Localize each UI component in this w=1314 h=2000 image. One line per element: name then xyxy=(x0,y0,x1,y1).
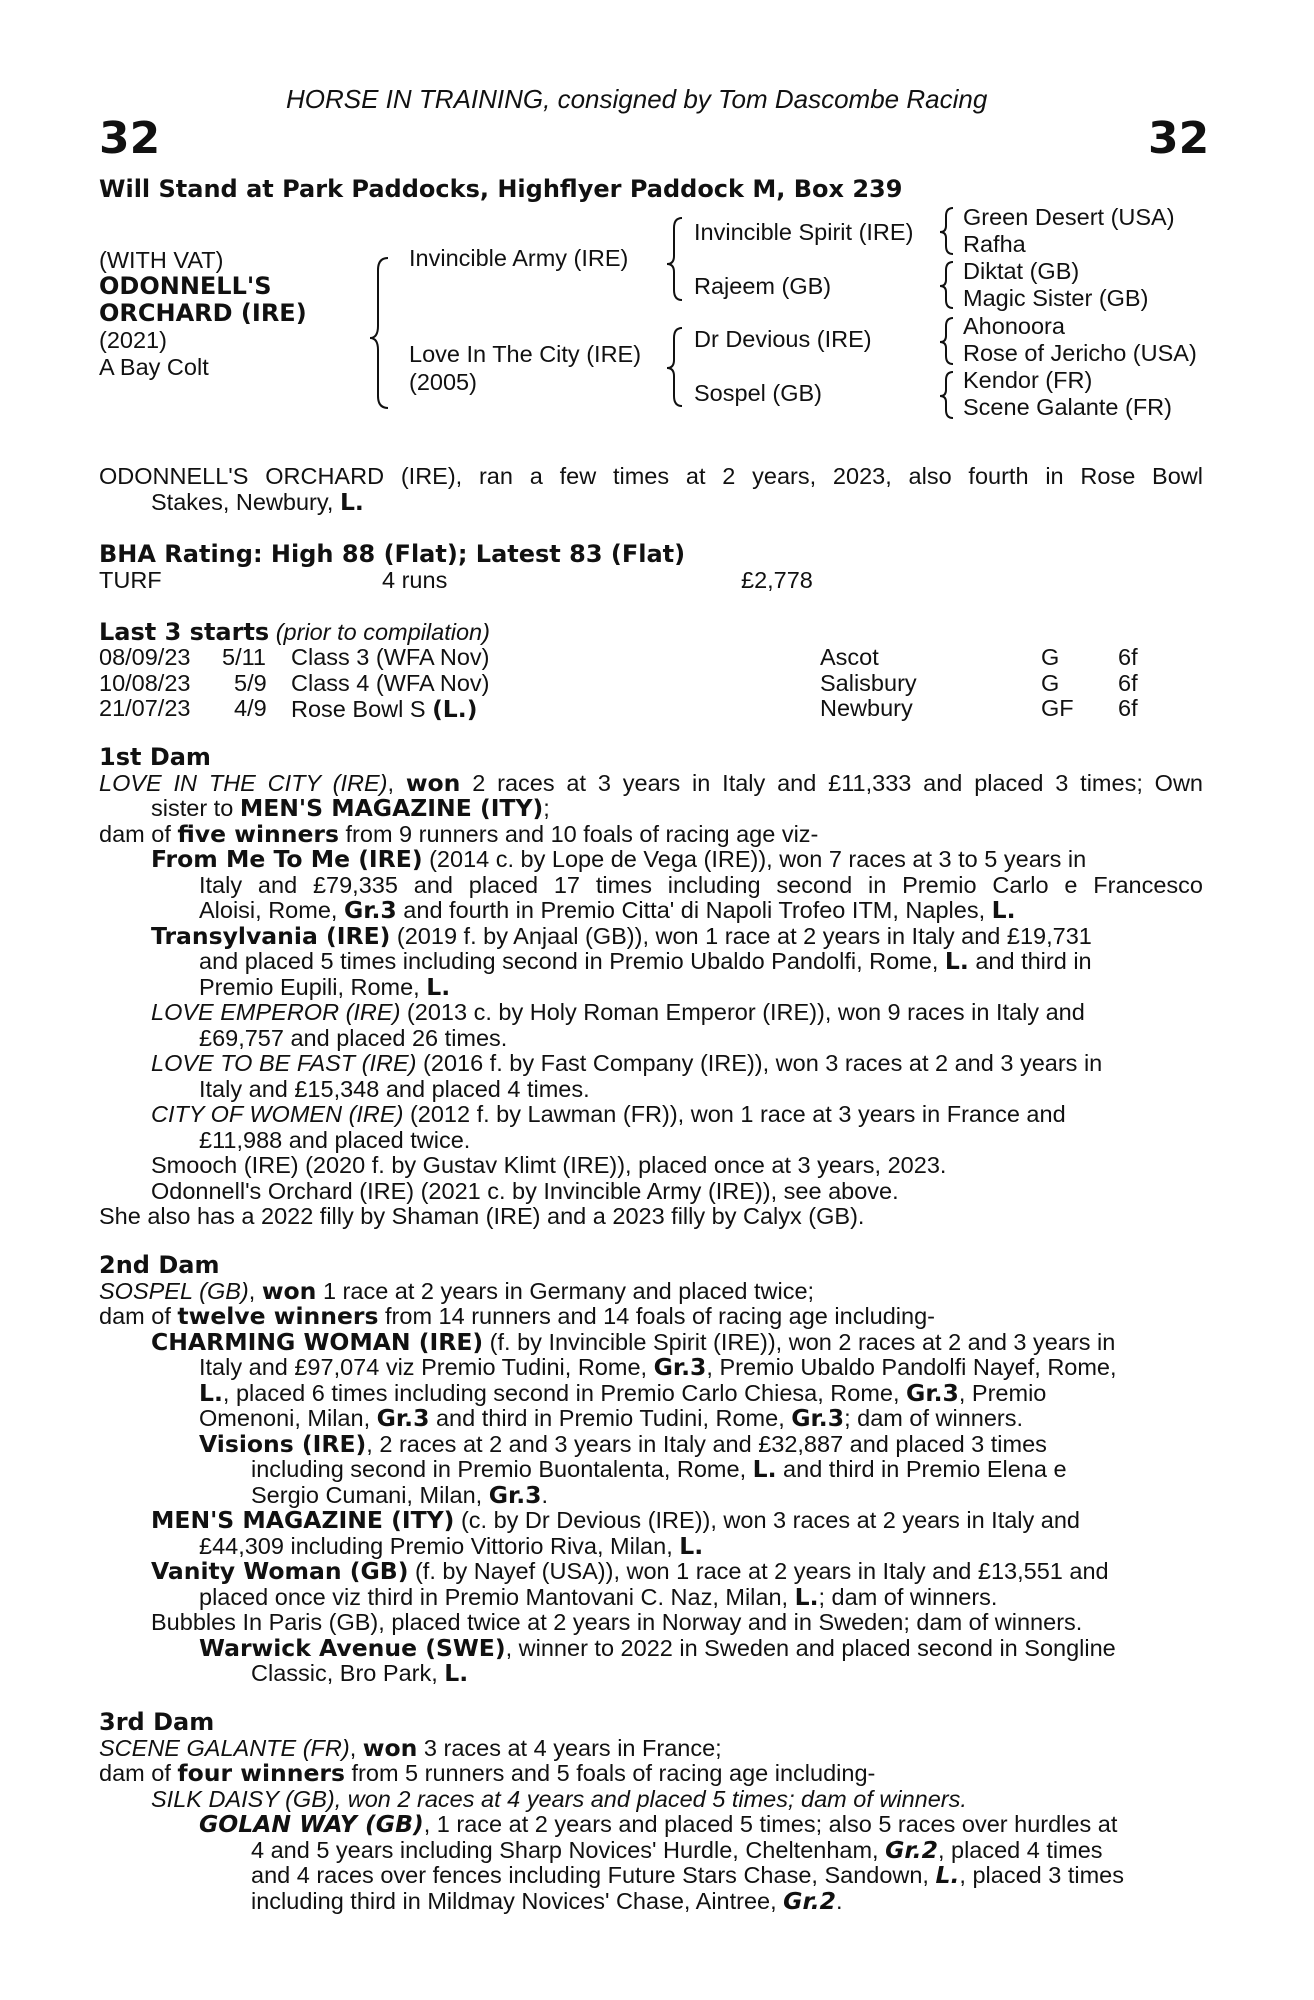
pedigree-sds: Diktat (GB) xyxy=(963,258,1080,284)
grade-tag: Gr.3 xyxy=(906,1378,959,1407)
produce-line: SILK DAISY (GB), won 2 races at 4 years and placed 5 times; dam of winners. xyxy=(151,1785,967,1812)
start-position: 5/9 xyxy=(234,670,267,696)
pedigree-sss: Green Desert (USA) xyxy=(963,204,1175,230)
bha-rating: BHA Rating: High 88 (Flat); Latest 83 (Flat) xyxy=(99,540,686,568)
last-starts-note: (prior to compilation) xyxy=(275,619,490,645)
horse-name: Visions (IRE) xyxy=(199,1429,367,1458)
text: and 4 races over fences including Future Stars Chase, Sandown, xyxy=(251,1862,936,1888)
first-dam-section xyxy=(99,745,1203,1230)
listed-tag: L. xyxy=(444,1659,469,1687)
text: from 14 runners and 14 foals of racing age including- xyxy=(378,1303,935,1329)
text: Classic, Bro Park, xyxy=(251,1660,445,1686)
text: (2016 f. by Fast Company (IRE)), won 3 races at 2 and 3 years in xyxy=(416,1050,1103,1076)
horse-name: From Me To Me (IRE) xyxy=(151,845,423,873)
text: , 2 races at 2 and 3 years in Italy and £32,887 and placed 3 times xyxy=(366,1430,1047,1457)
horse-name-line2: ORCHARD (IRE) xyxy=(99,299,307,327)
dam-line xyxy=(99,1761,1203,1787)
text: . xyxy=(541,1481,549,1508)
text: 2 races at 3 years in Italy and £11,333 and placed 3 times; Own xyxy=(460,769,1203,796)
text: and placed 5 times including second in Premio Ubaldo Pandolfi, Rome, xyxy=(199,948,945,974)
produce-line xyxy=(99,1406,1203,1432)
grade-tag: Gr.3 xyxy=(376,1404,430,1432)
pedigree-sire-sire: Invincible Spirit (IRE) xyxy=(694,219,914,245)
pedigree-dss: Ahonoora xyxy=(963,313,1065,339)
listed-tag: L. xyxy=(991,896,1016,924)
third-dam-heading: 3rd Dam xyxy=(99,1708,215,1736)
listed-tag: L. xyxy=(752,1455,777,1483)
produce-line xyxy=(99,1051,1203,1077)
last-starts-label: Last 3 starts xyxy=(99,618,270,646)
pedigree-sdd: Magic Sister (GB) xyxy=(963,285,1149,311)
produce-line xyxy=(99,1531,1203,1560)
third-dam-section xyxy=(99,1710,1203,1914)
start-going: GF xyxy=(1041,695,1074,721)
listed-tag: L. xyxy=(794,1582,819,1611)
horse-description: A Bay Colt xyxy=(99,354,209,380)
start-going: G xyxy=(1041,644,1060,670)
first-dam-heading: 1st Dam xyxy=(99,743,211,771)
surface: TURF xyxy=(99,567,162,593)
produce-line xyxy=(99,1429,1203,1458)
text: , placed 6 times including second in Premio Carlo Chiesa, Rome, xyxy=(222,1379,907,1406)
horse-name: LOVE EMPEROR (IRE) xyxy=(151,999,401,1025)
produce-line xyxy=(99,1355,1203,1381)
grade-tag: Gr.3 xyxy=(488,1480,542,1509)
winners-count: four winners xyxy=(177,1759,345,1787)
text: , placed 3 times xyxy=(959,1862,1124,1888)
produce-line xyxy=(99,1480,1203,1509)
produce-line xyxy=(99,1508,1203,1534)
text: , xyxy=(349,1734,363,1761)
start-race: Class 4 (WFA Nov) xyxy=(291,670,490,696)
stand-location: Will Stand at Park Paddocks, Highflyer Paddock M, Box 239 xyxy=(99,175,903,203)
produce-line xyxy=(99,1812,1203,1838)
lot-number-right: 32 xyxy=(1148,113,1210,164)
produce-line xyxy=(99,1582,1203,1611)
text: from 5 runners and 5 foals of racing age including- xyxy=(345,1760,876,1786)
listed-tag: L. xyxy=(679,1531,704,1560)
dam-line xyxy=(99,819,1203,848)
horse-name: MEN'S MAGAZINE (ITY) xyxy=(151,1506,455,1534)
start-going: G xyxy=(1041,670,1060,696)
text: sister to xyxy=(151,795,240,821)
grade-tag: Gr.2 xyxy=(783,1886,836,1915)
dam-name: SOSPEL (GB) xyxy=(99,1277,249,1304)
text: . xyxy=(835,1887,843,1914)
race-summary xyxy=(99,464,1203,515)
text: and third in Premio Elena e xyxy=(776,1456,1067,1482)
won-label: won xyxy=(362,1733,418,1762)
text: 4 and 5 years including Sharp Novices' Hurdle, Cheltenham, xyxy=(251,1836,886,1863)
pedigree-sire: Invincible Army (IRE) xyxy=(409,245,629,271)
text: from 9 runners and 10 foals of racing age viz- xyxy=(338,820,819,847)
horse-name: MEN'S MAGAZINE (ITY) xyxy=(239,794,544,822)
produce-line: Odonnell's Orchard (IRE) (2021 c. by Invincible Army (IRE)), see above. xyxy=(151,1177,899,1204)
start-distance: 6f xyxy=(1118,670,1138,696)
produce-line xyxy=(99,1559,1203,1585)
last-starts-title xyxy=(99,618,490,646)
text: (f. by Invincible Spirit (IRE)), won 2 races at 2 and 3 years in xyxy=(483,1328,1116,1355)
listed-tag: L. xyxy=(944,947,969,975)
won-label: won xyxy=(405,768,461,797)
dam-line xyxy=(99,1304,1203,1330)
lot-number-left: 32 xyxy=(99,113,161,164)
text: (2012 f. by Lawman (FR)), won 1 race at 3 years in France and xyxy=(403,1101,1066,1127)
text: , Premio Ubaldo Pandolfi Nayef, Rome, xyxy=(706,1354,1117,1380)
text: (c. by Dr Devious (IRE)), won 3 races at 2 years in Italy and xyxy=(454,1507,1081,1533)
won-label: won xyxy=(261,1276,317,1305)
dam-line xyxy=(99,1733,1203,1762)
listed-tag: L. xyxy=(935,1861,960,1889)
text: including third in Mildmay Novices' Chase, Aintree, xyxy=(251,1887,784,1914)
text: Omenoni, Milan, xyxy=(199,1405,377,1431)
pedigree-dds: Kendor (FR) xyxy=(963,367,1093,393)
listed-tag: L. xyxy=(339,487,364,516)
produce-line: Italy and £79,335 and placed 17 times including second in Premio Carlo e Francesco xyxy=(199,871,1203,898)
summary-line1: ODONNELL'S ORCHARD (IRE), ran a few times at 2 years, 2023, also fourth in Rose Bowl xyxy=(99,463,1203,489)
second-dam-heading: 2nd Dam xyxy=(99,1251,220,1279)
start-course: Ascot xyxy=(820,644,879,670)
text: dam of xyxy=(99,820,178,847)
dam-line xyxy=(99,796,1203,822)
produce-line xyxy=(99,1000,1203,1026)
start-position: 5/11 xyxy=(222,644,266,670)
horse-name-line1: ODONNELL'S xyxy=(99,272,272,300)
text: , 1 race at 2 years and placed 5 times; also 5 races over hurdles at xyxy=(423,1811,1118,1837)
winners-count: twelve winners xyxy=(177,1302,379,1330)
start-date: 08/09/23 xyxy=(99,644,191,670)
text: ; dam of winners. xyxy=(818,1583,998,1610)
second-dam-section xyxy=(99,1253,1203,1687)
pedigree-dam-sire: Dr Devious (IRE) xyxy=(694,326,872,352)
pedigree-dam: Love In The City (IRE) xyxy=(409,341,642,367)
start-date: 21/07/23 xyxy=(99,695,191,721)
produce-line: £69,757 and placed 26 times. xyxy=(199,1024,508,1051)
text: and third in xyxy=(968,948,1092,974)
text: (2013 c. by Holy Roman Emperor (IRE)), won 9 races in Italy and xyxy=(400,999,1085,1025)
pedigree-ssd: Rafha xyxy=(963,231,1026,257)
produce-line xyxy=(99,1102,1203,1128)
produce-line xyxy=(99,949,1203,975)
text: , Premio xyxy=(958,1379,1047,1406)
pedigree-dsd: Rose of Jericho (USA) xyxy=(963,340,1197,366)
start-date: 10/08/23 xyxy=(99,670,191,696)
grade-tag: Gr.3 xyxy=(343,896,397,924)
produce-line: Bubbles In Paris (GB), placed twice at 2 years in Norway and in Sweden; dam of winners. xyxy=(151,1609,1083,1635)
text: dam of xyxy=(99,1303,178,1329)
summary-line2: Stakes, Newbury, xyxy=(151,488,340,515)
text: 3 races at 4 years in France; xyxy=(417,1734,722,1761)
start-position: 4/9 xyxy=(234,695,267,721)
pedigree-sire-dam: Rajeem (GB) xyxy=(694,273,832,299)
text: including second in Premio Buontalenta, Rome, xyxy=(251,1456,753,1482)
produce-line: Smooch (IRE) (2020 f. by Gustav Klimt (IRE)), placed once at 3 years, 2023. xyxy=(151,1152,947,1178)
text: (2014 c. by Lope de Vega (IRE)), won 7 races at 3 to 5 years in xyxy=(422,846,1087,872)
text: dam of xyxy=(99,1760,178,1786)
grade-tag: Gr.3 xyxy=(791,1404,845,1432)
listed-tag: L. xyxy=(199,1378,223,1407)
produce-line xyxy=(99,1633,1203,1662)
grade-tag: Gr.2 xyxy=(885,1835,938,1864)
text: Sergio Cumani, Milan, xyxy=(251,1481,489,1508)
start-course: Salisbury xyxy=(820,670,917,696)
produce-line: £11,988 and placed twice. xyxy=(199,1126,471,1153)
earnings: £2,778 xyxy=(741,567,813,593)
produce-line xyxy=(99,898,1203,924)
produce-line: Italy and £15,348 and placed 4 times. xyxy=(199,1075,590,1102)
text: (f. by Nayef (USA)), won 1 race at 2 years in Italy and £13,551 and xyxy=(408,1558,1109,1584)
produce-line xyxy=(99,847,1203,873)
text: ; dam of winners. xyxy=(844,1405,1024,1431)
horse-year: (2021) xyxy=(99,327,167,353)
start-race xyxy=(291,695,477,723)
text: Premio Eupili, Rome, xyxy=(199,973,427,1000)
text: , placed 4 times xyxy=(937,1836,1103,1863)
text: Italy and £97,074 viz Premio Tudini, Rome, xyxy=(199,1354,654,1380)
produce-line xyxy=(99,1661,1203,1687)
text: , winner to 2022 in Sweden and placed second in Songline xyxy=(505,1634,1116,1661)
start-race: Class 3 (WFA Nov) xyxy=(291,644,490,670)
start-distance: 6f xyxy=(1118,695,1138,721)
produce-line: She also has a 2022 filly by Shaman (IRE) and a 2023 filly by Calyx (GB). xyxy=(99,1203,865,1229)
text: Aloisi, Rome, xyxy=(199,897,344,923)
produce-line xyxy=(99,1886,1203,1915)
horse-name: Vanity Woman (GB) xyxy=(151,1557,409,1585)
pedigree-dam-year: (2005) xyxy=(409,369,477,395)
start-distance: 6f xyxy=(1118,644,1138,670)
dam-line xyxy=(99,768,1203,797)
text: ; xyxy=(543,795,550,821)
vat-note: (WITH VAT) xyxy=(99,247,224,273)
pedigree-ddd: Scene Galante (FR) xyxy=(963,394,1172,420)
text: and third in Premio Tudini, Rome, xyxy=(429,1405,792,1431)
dam-name: SCENE GALANTE (FR) xyxy=(99,1734,350,1761)
produce-line xyxy=(99,1327,1203,1356)
horse-name: Warwick Avenue (SWE) xyxy=(199,1633,506,1662)
start-race-name: Rose Bowl S xyxy=(291,696,433,722)
produce-line xyxy=(99,1835,1203,1864)
pedigree-dam-dam: Sospel (GB) xyxy=(694,380,822,406)
produce-line xyxy=(99,1378,1203,1407)
horse-name: CITY OF WOMEN (IRE) xyxy=(151,1101,404,1127)
text: 1 race at 2 years in Germany and placed twice; xyxy=(316,1277,815,1304)
horse-name: LOVE TO BE FAST (IRE) xyxy=(151,1050,417,1076)
produce-line xyxy=(99,1863,1203,1889)
start-course: Newbury xyxy=(820,695,913,721)
listed-tag: L. xyxy=(426,972,451,1001)
text: , xyxy=(387,769,406,796)
text: £44,309 including Premio Vittorio Riva, Milan, xyxy=(199,1532,680,1559)
page-subtitle: HORSE IN TRAINING, consigned by Tom Dascombe Racing xyxy=(286,84,988,114)
horse-name: CHARMING WOMAN (IRE) xyxy=(151,1327,484,1356)
runs-count: 4 runs xyxy=(382,567,448,593)
horse-name: GOLAN WAY (GB) xyxy=(199,1810,424,1838)
text: and fourth in Premio Citta' di Napoli Trofeo ITM, Naples, xyxy=(396,897,992,923)
text: placed once viz third in Premio Mantovani C. Naz, Milan, xyxy=(199,1583,795,1610)
text: , xyxy=(248,1277,262,1304)
text: (2019 f. by Anjaal (GB)), won 1 race at 2 years in Italy and £19,731 xyxy=(390,922,1092,949)
dam-name: LOVE IN THE CITY (IRE) xyxy=(99,769,388,796)
produce-line xyxy=(99,972,1203,1001)
dam-line xyxy=(99,1276,1203,1305)
horse-name: Transylvania (IRE) xyxy=(151,921,391,950)
grade-tag: Gr.3 xyxy=(653,1353,707,1381)
produce-line xyxy=(99,1457,1203,1483)
winners-count: five winners xyxy=(177,819,339,848)
listed-tag: (L.) xyxy=(432,695,478,723)
produce-line xyxy=(99,921,1203,950)
